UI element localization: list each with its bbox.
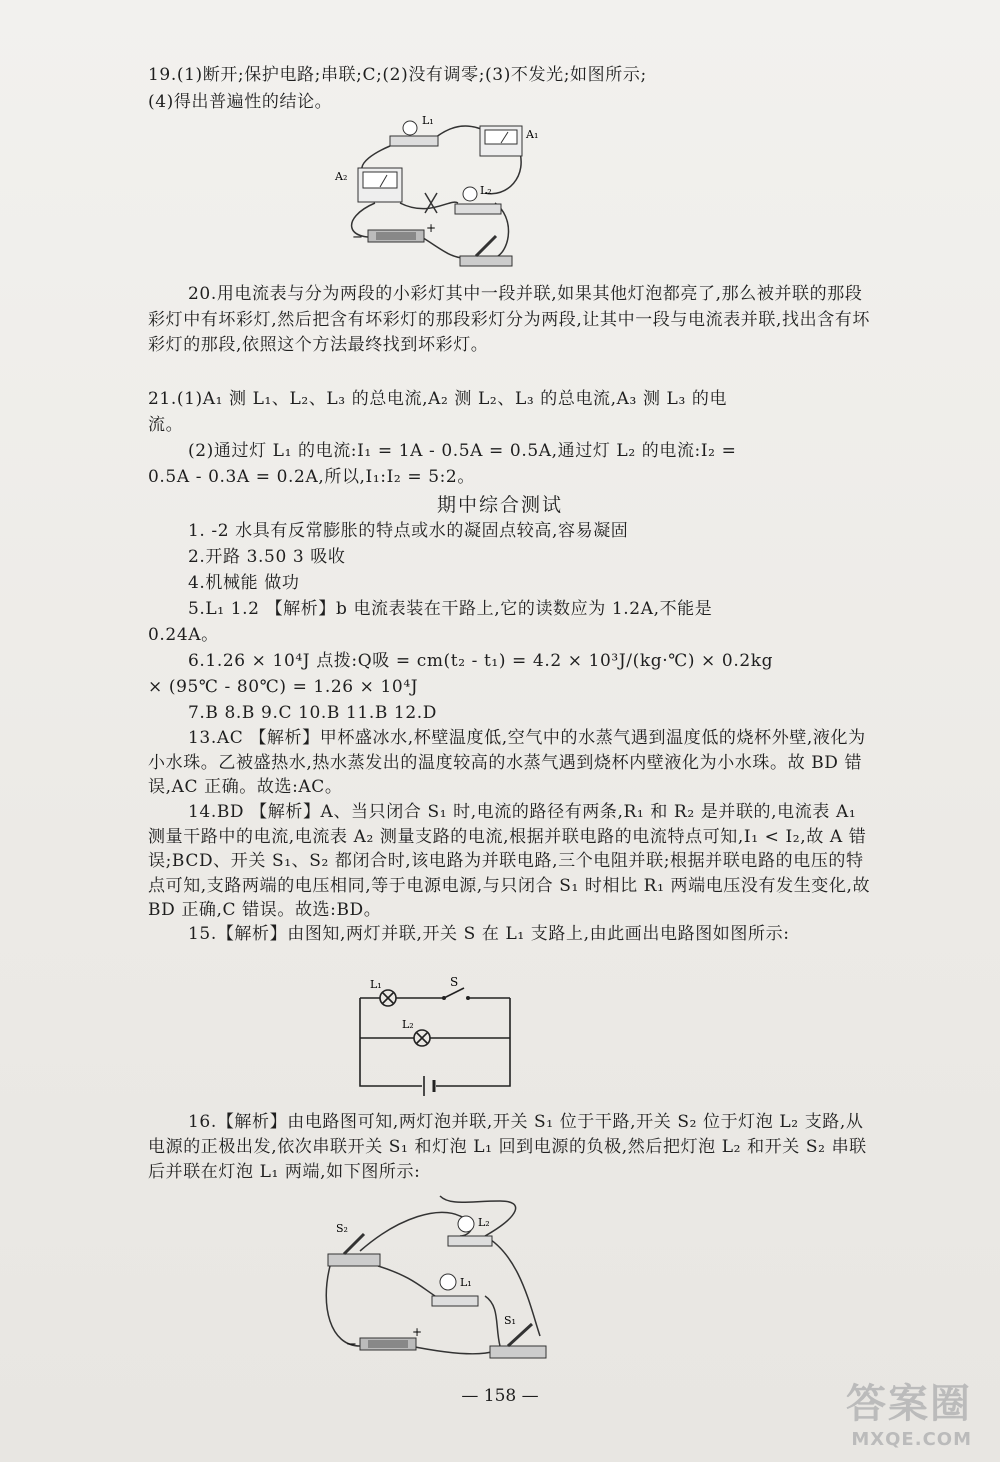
label-s1: S₁ [504,1314,516,1327]
switch [460,236,512,266]
ammeter-a2 [358,168,402,202]
switch-s2 [328,1234,380,1266]
battery [360,1338,416,1350]
label-l2: L₂ [402,1018,414,1031]
label-l1: L₁ [370,978,382,991]
wire [326,1266,360,1346]
page-number: — 158 — [461,1386,539,1406]
label-l1: L₁ [460,1276,472,1289]
cross-mark [425,193,437,213]
figure-19-circuit [330,108,539,276]
wire [485,1296,500,1346]
answer-6-line2: × (95℃ - 80℃) = 1.26 × 10⁴J [148,677,419,697]
battery-minus: − [352,230,363,245]
q21-line1: 21.(1)A₁ 测 L₁、L₂、L₃ 的总电流,A₂ 测 L₂、L₃ 的总电流,A₃ 测 L₃ 的电 [148,389,728,409]
answer-7-12: 7.B 8.B 9.C 10.B 11.B 12.D [188,703,437,723]
label-s: S [450,975,459,989]
lamp-l2 [455,187,501,214]
q21-line3: (2)通过灯 L₁ 的电流:I₁ = 1A - 0.5A = 0.5A,通过灯 L₂ 的电流:I₂ = [188,441,737,461]
figure-16-circuit [320,1196,560,1366]
battery-plus: + [412,1325,423,1339]
wire [420,236,465,258]
answer-1: 1. -2 水具有反常膨胀的特点或水的凝固点较高,容易凝固 [188,521,629,541]
answer-16: 16.【解析】由电路图可知,两灯泡并联,开关 S₁ 位于干路,开关 S₂ 位于灯泡 L₂ 支路,从电源的正极出发,依次串联开关 S₁ 和灯泡 L₁ 回到电源的负极,然后把灯泡 L₂ 和开关 S₂ 串联后并联在灯泡 L₁ 两端,如下图所示: [148,1112,867,1182]
section-title: 期中综合测试 [436,494,563,516]
battery-minus: − [346,1337,357,1352]
answer-4: 4.机械能 做功 [188,573,300,593]
ammeter-a1 [480,126,522,156]
battery [368,230,424,242]
watermark-bottom: MXQE.COM [851,1429,972,1450]
battery-plus: + [426,221,437,235]
answer-15: 15.【解析】由图知,两灯并联,开关 S 在 L₁ 支路上,由此画出电路图如图所示: [188,924,790,944]
wire [378,1266,435,1296]
watermark-logo [846,1372,972,1450]
answer-5-line2: 0.24A。 [148,625,219,645]
watermark-top: 答案圈 [846,1381,972,1427]
answer-13: 13.AC 【解析】甲杯盛冰水,杯壁温度低,空气中的水蒸气遇到温度低的烧杯外壁,液化为小水珠。乙被盛热水,热水蒸发出的温度较高的水蒸气遇到烧杯内壁液化为小水珠。故 BD 错误,AC 正确。故选:AC。 [148,728,866,797]
switch-blade [444,988,464,998]
wire [410,1346,495,1354]
answer-2: 2.开路 3.50 3 吸收 [188,547,346,567]
q19-line2: (4)得出普遍性的结论。 [148,92,333,112]
answer-14: 14.BD 【解析】A、当只闭合 S₁ 时,电流的路径有两条,R₁ 和 R₂ 是并联的,电流表 A₁ 测量干路中的电流,电流表 A₂ 测量支路的电流,根据并联电路的电流特点可知,I₁ < I₂,故 A 错误;BCD、开关 S₁、S₂ 都闭合时,该电路为并联电路,三个电阻并联;根据并联电路的电压的特点可知,支路两端的电压相同,等于电源电源,与只闭合 S₁ 时相比 R₁ 两端电压没有发生变化,故 BD 正确,C 错误。故选:BD。 [148,802,871,920]
label-l1: L₁ [422,114,434,127]
answer-5-line1: 5.L₁ 1.2 【解析】b 电流表装在干路上,它的读数应为 1.2A,不能是 [188,599,713,619]
label-s2: S₂ [336,1222,348,1235]
figure-15-schematic [350,975,520,1098]
label-a1: A₁ [526,128,539,141]
q19-line1: 19.(1)断开;保护电路;串联;C;(2)没有调零;(3)不发光;如图所示; [148,65,647,85]
label-l2: L₂ [478,1216,490,1229]
label-l2: L₂ [480,184,492,197]
answer-6-line1: 6.1.26 × 10⁴J 点拨:Q吸 = cm(t₂ - t₁) = 4.2 × 10³J/(kg·℃) × 0.2kg [188,651,774,671]
q20-text: 20.用电流表与分为两段的小彩灯其中一段并联,如果其他灯泡都亮了,那么被并联的那段彩灯中有坏彩灯,然后把含有坏彩灯的那段彩灯分为两段,让其中一段与电流表并联,找出含有坏彩灯的那段,依照这个方法最终找到坏彩灯。 [148,284,871,355]
label-a2: A₂ [335,170,348,183]
wire [436,998,510,1086]
q21-line2: 流。 [148,415,184,435]
q21-line4: 0.5A - 0.3A = 0.2A,所以,I₁:I₂ = 5:2。 [148,467,475,487]
wire [360,998,422,1086]
